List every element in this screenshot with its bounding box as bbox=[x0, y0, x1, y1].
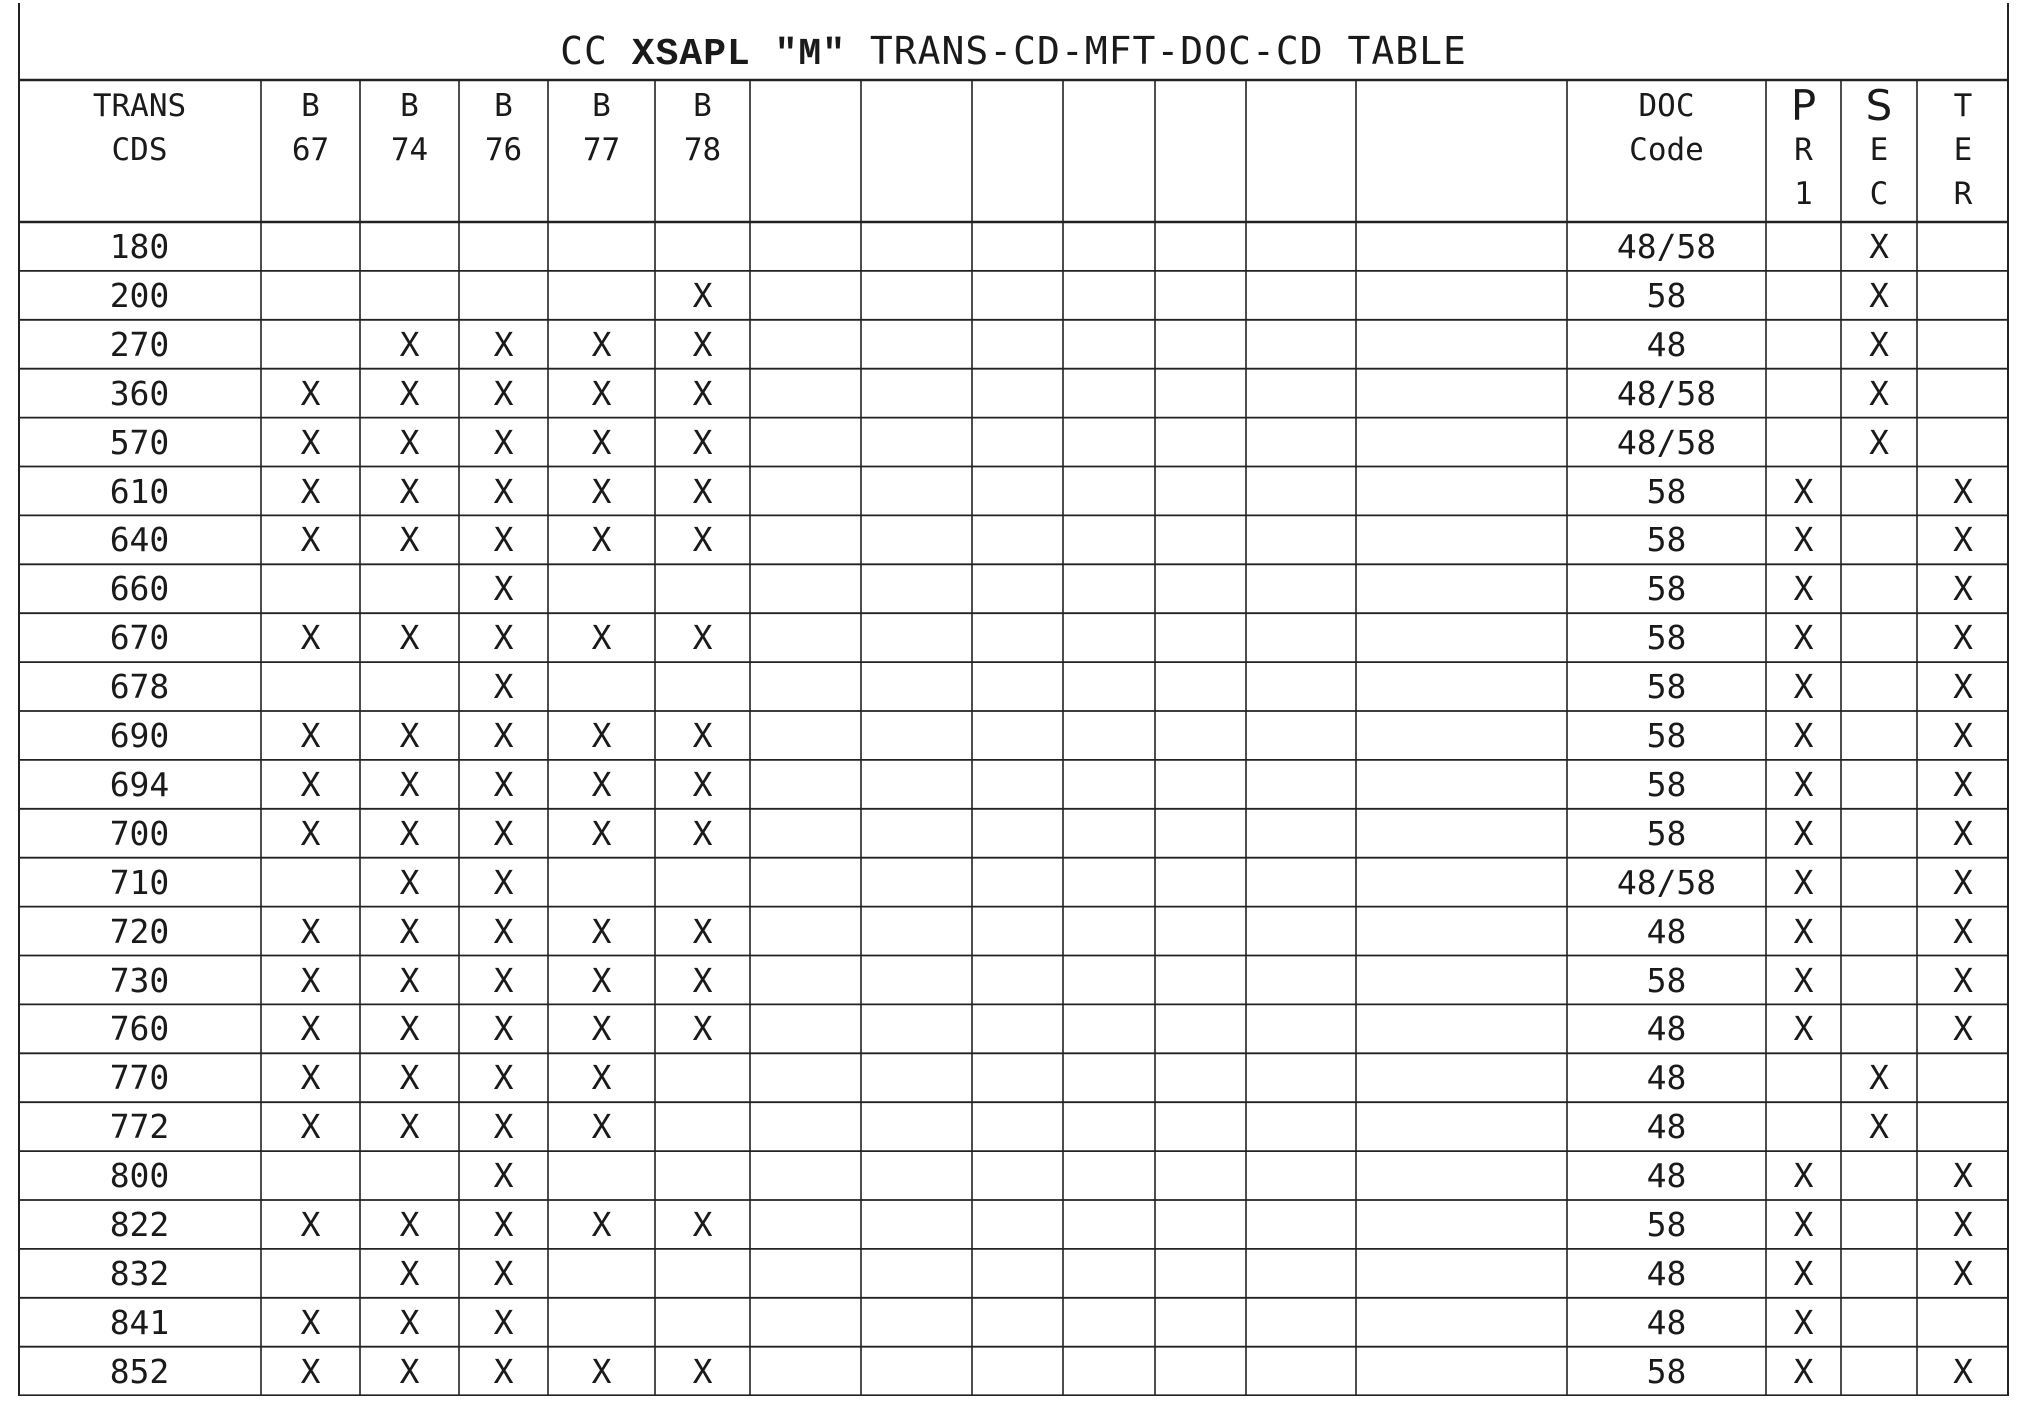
header-doc-code bbox=[1567, 84, 1766, 220]
x-mark-pri: X bbox=[1793, 1009, 1814, 1049]
x-mark-ter: X bbox=[1953, 862, 1973, 902]
x-mark-pri: X bbox=[1793, 716, 1814, 755]
x-mark-pri: X bbox=[1793, 813, 1814, 853]
doc-code-cell: 58 bbox=[1646, 618, 1687, 658]
doc-code-cell: 48/58 bbox=[1616, 422, 1717, 462]
x-mark-b-col: X bbox=[493, 1253, 514, 1293]
header-sec-line: E bbox=[1869, 132, 1889, 168]
title-suffix: TRANS-CD-MFT-DOC-CD TABLE bbox=[846, 29, 1467, 73]
x-mark-b-col: X bbox=[493, 862, 514, 902]
header-b-77-line: B bbox=[592, 88, 611, 124]
x-mark-ter: X bbox=[1953, 1205, 1973, 1244]
trans-code-cell: 270 bbox=[109, 324, 170, 364]
header-b-78 bbox=[655, 84, 750, 220]
x-mark-ter: X bbox=[1953, 569, 1973, 609]
x-mark-sec: X bbox=[1869, 324, 1889, 364]
x-mark-ter: X bbox=[1953, 618, 1973, 658]
header-sec-line: C bbox=[1869, 176, 1889, 212]
x-mark-b-col: X bbox=[591, 1351, 612, 1391]
x-mark-b-col: X bbox=[692, 764, 713, 804]
header-ter-line: T bbox=[1953, 88, 1973, 124]
title-prefix: CC bbox=[560, 29, 632, 73]
x-mark-b-col: X bbox=[591, 1107, 612, 1147]
x-mark-b-col: X bbox=[591, 1009, 612, 1049]
doc-code-cell: 48 bbox=[1646, 911, 1687, 951]
trans-code-cell: 694 bbox=[109, 764, 170, 804]
x-mark-b-col: X bbox=[300, 1107, 321, 1147]
trans-code-cell: 760 bbox=[109, 1009, 170, 1049]
table-title bbox=[18, 28, 2009, 78]
doc-code-cell: 48 bbox=[1646, 1058, 1687, 1098]
x-mark-b-col: X bbox=[591, 911, 612, 951]
x-mark-b-col: X bbox=[493, 324, 514, 364]
x-mark-b-col: X bbox=[493, 520, 514, 560]
doc-code-cell: 48 bbox=[1646, 1009, 1687, 1049]
x-mark-ter: X bbox=[1953, 471, 1973, 511]
x-mark-b-col: X bbox=[399, 471, 420, 511]
header-b-67-line: B bbox=[301, 88, 320, 124]
header-pri-line: R bbox=[1794, 132, 1813, 168]
x-mark-b-col: X bbox=[493, 911, 514, 951]
x-mark-b-col: X bbox=[399, 813, 420, 853]
x-mark-b-col: X bbox=[591, 716, 612, 755]
x-mark-b-col: X bbox=[399, 862, 420, 902]
x-mark-b-col: X bbox=[300, 1302, 321, 1342]
x-mark-b-col: X bbox=[399, 618, 420, 658]
x-mark-b-col: X bbox=[591, 764, 612, 804]
x-mark-b-col: X bbox=[399, 1351, 420, 1391]
doc-code-cell: 48/58 bbox=[1616, 862, 1717, 902]
header-b-77 bbox=[548, 84, 655, 220]
x-mark-b-col: X bbox=[300, 1009, 321, 1049]
x-mark-ter: X bbox=[1953, 520, 1973, 560]
x-mark-b-col: X bbox=[591, 373, 612, 413]
trans-code-cell: 200 bbox=[109, 275, 170, 315]
doc-code-cell: 58 bbox=[1646, 716, 1687, 755]
x-mark-b-col: X bbox=[493, 1302, 514, 1342]
x-mark-b-col: X bbox=[692, 911, 713, 951]
x-mark-ter: X bbox=[1953, 813, 1973, 853]
x-mark-b-col: X bbox=[692, 618, 713, 658]
x-mark-ter: X bbox=[1953, 667, 1973, 707]
x-mark-ter: X bbox=[1953, 1156, 1973, 1196]
doc-code-cell: 48 bbox=[1646, 1107, 1687, 1147]
x-mark-b-col: X bbox=[692, 1009, 713, 1049]
x-mark-pri: X bbox=[1793, 911, 1814, 951]
trans-code-cell: 660 bbox=[109, 569, 170, 609]
x-mark-b-col: X bbox=[493, 471, 514, 511]
x-mark-ter: X bbox=[1953, 716, 1973, 755]
x-mark-b-col: X bbox=[591, 1058, 612, 1098]
doc-code-cell: 58 bbox=[1646, 1205, 1687, 1244]
x-mark-b-col: X bbox=[399, 324, 420, 364]
header-trans-cds-line: CDS bbox=[111, 132, 168, 168]
x-mark-sec: X bbox=[1869, 1058, 1889, 1098]
header-b-67-line: 67 bbox=[291, 132, 330, 168]
x-mark-b-col: X bbox=[591, 471, 612, 511]
x-mark-b-col: X bbox=[692, 716, 713, 755]
x-mark-b-col: X bbox=[591, 324, 612, 364]
trans-code-cell: 822 bbox=[109, 1205, 170, 1244]
x-mark-pri: X bbox=[1793, 667, 1814, 707]
x-mark-b-col: X bbox=[493, 1058, 514, 1098]
trans-code-cell: 670 bbox=[109, 618, 170, 658]
x-mark-sec: X bbox=[1869, 373, 1889, 413]
header-b-76-line: 76 bbox=[484, 132, 523, 168]
x-mark-b-col: X bbox=[591, 960, 612, 1000]
x-mark-b-col: X bbox=[399, 911, 420, 951]
x-mark-b-col: X bbox=[399, 1205, 420, 1244]
x-mark-ter: X bbox=[1953, 960, 1973, 1000]
x-mark-b-col: X bbox=[692, 960, 713, 1000]
trans-code-cell: 700 bbox=[109, 813, 170, 853]
x-mark-b-col: X bbox=[300, 813, 321, 853]
trans-code-cell: 180 bbox=[109, 227, 170, 266]
header-trans-cds bbox=[18, 84, 261, 220]
trans-code-cell: 678 bbox=[109, 667, 170, 707]
x-mark-sec: X bbox=[1869, 422, 1889, 462]
header-b-78-line: B bbox=[693, 88, 712, 124]
doc-code-cell: 58 bbox=[1646, 1351, 1687, 1391]
x-mark-pri: X bbox=[1793, 862, 1814, 902]
header-ter-line: R bbox=[1953, 176, 1973, 212]
title-bold: XSAPL "M" bbox=[631, 33, 847, 76]
trans-code-cell: 570 bbox=[109, 422, 170, 462]
x-mark-b-col: X bbox=[300, 1205, 321, 1244]
x-mark-pri: X bbox=[1793, 1253, 1814, 1293]
x-mark-pri: X bbox=[1793, 569, 1814, 609]
x-mark-b-col: X bbox=[300, 1058, 321, 1098]
x-mark-b-col: X bbox=[493, 1107, 514, 1147]
x-mark-b-col: X bbox=[692, 1205, 713, 1244]
x-mark-ter: X bbox=[1953, 1351, 1973, 1391]
x-mark-pri: X bbox=[1793, 1156, 1814, 1196]
header-b-67 bbox=[261, 84, 360, 220]
x-mark-pri: X bbox=[1793, 764, 1814, 804]
x-mark-b-col: X bbox=[493, 813, 514, 853]
x-mark-b-col: X bbox=[493, 960, 514, 1000]
x-mark-b-col: X bbox=[493, 569, 514, 609]
x-mark-b-col: X bbox=[692, 422, 713, 462]
header-b-76-line: B bbox=[494, 88, 513, 124]
x-mark-b-col: X bbox=[493, 1351, 514, 1391]
x-mark-b-col: X bbox=[300, 373, 321, 413]
x-mark-b-col: X bbox=[399, 1058, 420, 1098]
trans-code-cell: 800 bbox=[109, 1156, 170, 1196]
header-doc-code-line: DOC bbox=[1638, 88, 1695, 124]
doc-code-cell: 58 bbox=[1646, 520, 1687, 560]
x-mark-b-col: X bbox=[300, 716, 321, 755]
x-mark-b-col: X bbox=[591, 618, 612, 658]
header-b-76 bbox=[459, 84, 548, 220]
x-mark-b-col: X bbox=[591, 1205, 612, 1244]
header-b-74 bbox=[360, 84, 459, 220]
x-mark-b-col: X bbox=[399, 764, 420, 804]
doc-code-cell: 48/58 bbox=[1616, 227, 1717, 266]
x-mark-b-col: X bbox=[300, 1351, 321, 1391]
x-mark-b-col: X bbox=[692, 471, 713, 511]
x-mark-b-col: X bbox=[300, 960, 321, 1000]
x-mark-pri: X bbox=[1793, 520, 1814, 560]
x-mark-ter: X bbox=[1953, 764, 1973, 804]
header-pri-line: 1 bbox=[1794, 176, 1813, 212]
x-mark-b-col: X bbox=[493, 716, 514, 755]
x-mark-sec: X bbox=[1869, 275, 1889, 315]
x-mark-b-col: X bbox=[300, 911, 321, 951]
x-mark-sec: X bbox=[1869, 227, 1889, 266]
x-mark-b-col: X bbox=[493, 764, 514, 804]
x-mark-b-col: X bbox=[493, 1009, 514, 1049]
trans-code-cell: 772 bbox=[109, 1107, 170, 1147]
x-mark-b-col: X bbox=[692, 520, 713, 560]
header-sec bbox=[1841, 81, 1917, 220]
trans-code-cell: 852 bbox=[109, 1351, 170, 1391]
trans-code-cell: 841 bbox=[109, 1302, 170, 1342]
x-mark-pri: X bbox=[1793, 1302, 1814, 1342]
trans-code-cell: 710 bbox=[109, 862, 170, 902]
x-mark-b-col: X bbox=[493, 1205, 514, 1244]
header-b-78-line: 78 bbox=[683, 132, 722, 168]
doc-code-cell: 58 bbox=[1646, 275, 1687, 315]
header-trans-cds-line: TRANS bbox=[92, 88, 187, 124]
header-b-77-line: 77 bbox=[582, 132, 621, 168]
x-mark-b-col: X bbox=[493, 618, 514, 658]
x-mark-b-col: X bbox=[399, 422, 420, 462]
x-mark-pri: X bbox=[1793, 1205, 1814, 1244]
x-mark-b-col: X bbox=[300, 471, 321, 511]
header-b-74-line: B bbox=[400, 88, 419, 124]
trans-code-cell: 690 bbox=[109, 716, 170, 755]
x-mark-b-col: X bbox=[300, 520, 321, 560]
x-mark-b-col: X bbox=[399, 1253, 420, 1293]
x-mark-sec: X bbox=[1869, 1107, 1889, 1147]
x-mark-b-col: X bbox=[591, 813, 612, 853]
trans-code-cell: 640 bbox=[109, 520, 170, 560]
doc-code-cell: 48 bbox=[1646, 324, 1687, 364]
x-mark-b-col: X bbox=[493, 373, 514, 413]
x-mark-ter: X bbox=[1953, 1009, 1973, 1049]
x-mark-ter: X bbox=[1953, 1253, 1973, 1293]
x-mark-b-col: X bbox=[493, 422, 514, 462]
trans-code-table bbox=[18, 0, 2009, 1396]
doc-code-cell: 58 bbox=[1646, 667, 1687, 707]
trans-code-cell: 832 bbox=[109, 1253, 170, 1293]
trans-code-cell: 730 bbox=[109, 960, 170, 1000]
trans-code-cell: 610 bbox=[109, 471, 170, 511]
x-mark-b-col: X bbox=[493, 1156, 514, 1196]
x-mark-b-col: X bbox=[399, 520, 420, 560]
x-mark-b-col: X bbox=[399, 1302, 420, 1342]
doc-code-cell: 58 bbox=[1646, 569, 1687, 609]
x-mark-pri: X bbox=[1793, 1351, 1814, 1391]
header-ter bbox=[1917, 84, 2009, 220]
x-mark-b-col: X bbox=[300, 764, 321, 804]
x-mark-b-col: X bbox=[692, 813, 713, 853]
x-mark-b-col: X bbox=[399, 1107, 420, 1147]
trans-code-cell: 360 bbox=[109, 373, 170, 413]
x-mark-pri: X bbox=[1793, 618, 1814, 658]
x-mark-b-col: X bbox=[692, 1351, 713, 1391]
doc-code-cell: 58 bbox=[1646, 960, 1687, 1000]
header-b-74-line: 74 bbox=[390, 132, 429, 168]
trans-code-cell: 720 bbox=[109, 911, 170, 951]
x-mark-b-col: X bbox=[591, 520, 612, 560]
doc-code-cell: 48 bbox=[1646, 1253, 1687, 1293]
header-ter-line: E bbox=[1953, 132, 1973, 168]
x-mark-b-col: X bbox=[591, 422, 612, 462]
x-mark-b-col: X bbox=[300, 422, 321, 462]
x-mark-b-col: X bbox=[399, 1009, 420, 1049]
x-mark-pri: X bbox=[1793, 960, 1814, 1000]
x-mark-b-col: X bbox=[399, 373, 420, 413]
x-mark-ter: X bbox=[1953, 911, 1973, 951]
x-mark-b-col: X bbox=[692, 373, 713, 413]
header-pri bbox=[1766, 81, 1841, 220]
doc-code-cell: 58 bbox=[1646, 471, 1687, 511]
trans-code-cell: 770 bbox=[109, 1058, 170, 1098]
x-mark-b-col: X bbox=[692, 275, 713, 315]
x-mark-pri: X bbox=[1793, 471, 1814, 511]
header-doc-code-line: Code bbox=[1629, 132, 1704, 168]
x-mark-b-col: X bbox=[300, 618, 321, 658]
x-mark-b-col: X bbox=[493, 667, 514, 707]
x-mark-b-col: X bbox=[399, 716, 420, 755]
doc-code-cell: 48/58 bbox=[1616, 373, 1717, 413]
doc-code-cell: 48 bbox=[1646, 1156, 1687, 1196]
header-pri-line: P bbox=[1790, 81, 1817, 130]
doc-code-cell: 58 bbox=[1646, 764, 1687, 804]
doc-code-cell: 58 bbox=[1646, 813, 1687, 853]
x-mark-b-col: X bbox=[692, 324, 713, 364]
doc-code-cell: 48 bbox=[1646, 1302, 1687, 1342]
header-sec-line: S bbox=[1865, 81, 1893, 130]
x-mark-b-col: X bbox=[399, 960, 420, 1000]
